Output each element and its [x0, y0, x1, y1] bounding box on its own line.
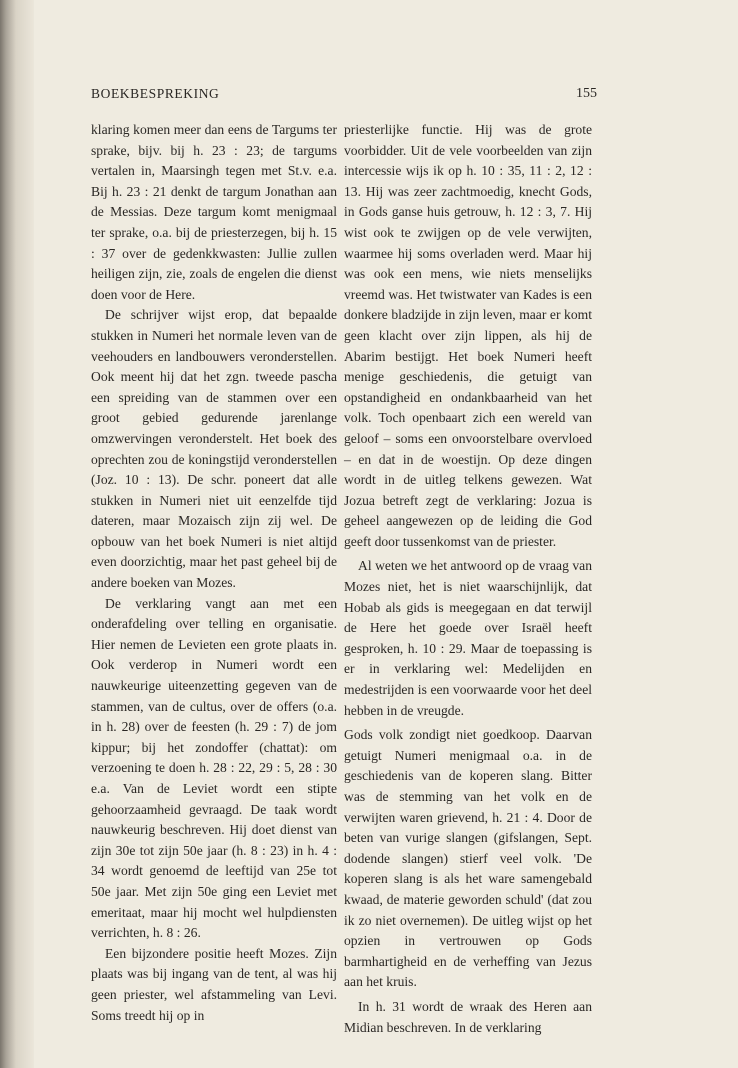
left-column [91, 120, 337, 1026]
running-head: BOEKBESPREKING [91, 86, 220, 101]
paragraph: In h. 31 wordt de wraak des Heren aan Midian beschreven. In de verklaring [344, 998, 592, 1035]
page-binding-shadow [0, 0, 34, 1068]
paragraph: klaring komen meer dan eens de Targums ter sprake, bijv. bij h. 23 : 23; de targums vertalen in, Maarsingh tegen met St.v. e.a. Bij h. 23 : 21 denkt de targum Jonathan aan de Messias. Deze targum komt menigmaal ter sprake, o.a. bij de priesterzegen, bij h. 15 : 37 over de gedenkkwasten: Jullie zullen heiligen zijn, zie, zoals de engelen die dienst doen voor de Here. [91, 122, 337, 302]
paragraph: De verklaring vangt aan met een onderafdeling over telling en organisatie. Hier nemen de Levieten een grote plaats in. Ook verderop in Numeri wordt een nauwkeurige uiteenzetting gegeven van de stammen, van de cultus, over de offers (o.a. in h. 28) over de feesten (h. 29 : 7) de jom kippur; bij het zondoffer (chattat): om verzoening te doen h. 28 : 22, 29 : 5, 28 : 30 e.a. Van de Leviet wordt een stipte gehoorzaamheid gevraagd. De taak wordt nauwkeurig beschreven. Hij doet dienst van zijn 30e tot zijn 50e jaar (h. 8 : 23) in h. 4 : 34 wordt genoemd de leeftijd van 25e tot 50e jaar. Met zijn 50e ging een Leviet met emeritaat, maar hij mocht wel hulpdiensten verrichten, h. 8 : 26. [91, 595, 337, 941]
page-header [91, 86, 597, 106]
page-number: 155 [576, 86, 597, 101]
paragraph: Gods volk zondigt niet goedkoop. Daarvan getuigt Numeri menigmaal o.a. in de geschiedenis van de koperen slang. Bitter was de stemming van het volk en de verwijten waren grievend, h. 21 : 4. Door de beten van vurige slangen (gifslangen, Sept. dodende slangen) stierf veel volk. 'De koperen slang is als het ware samengebald kwaad, de materie geworden schuld' (dat zou ik zo niet overnemen). De uitleg wijst op het opzien in vertrouwen op Gods barmhartigheid en de verheffing van Jezus aan het kruis. [344, 727, 592, 990]
paragraph: De schrijver wijst erop, dat bepaalde stukken in Numeri het normale leven van de veehouders en landbouwers veronderstellen. Ook meent hij dat het zgn. tweede pascha een spreiding van de stammen over een groot gebied gedurende jarenlange omzwervingen veronderstelt. Het boek des oprechten zou de koningstijd veronderstellen (Joz. 10 : 13). De schr. poneert dat alle stukken in Numeri niet uit eenzelfde tijd dateren, maar Mozaisch zijn zij wel. De opbouw van het boek Numeri is niet altijd even doorzichtig, maar het past geheel bij de andere boeken van Mozes. [91, 307, 337, 591]
paragraph: priesterlijke functie. Hij was de grote voorbidder. Uit de vele voorbeelden van zijn intercessie wijs ik op h. 10 : 35, 11 : 2, 12 : 13. Hij was zeer zachtmoedig, knecht Gods, in Gods ganse huis getrouw, h. 12 : 3, 7. Hij wist ook te zwijgen op de vele verwijten, waarmee hij soms overladen werd. Maar hij was ook een mens, wie niets menselijks vreemd was. Het twistwater van Kades is een donkere bladzijde in zijn leven, maar er komt geen klacht over zijn lippen, als hij de Abarim bestijgt. Het boek Numeri heeft menige geschiedenis, die getuigt van opstandigheid en ondankbaarheid van het volk. Toch openbaart zich een wereld van geloof – soms een onvoorstelbare overvloed – en dat in de woestijn. Op deze dingen wordt in de uitleg telkens gewezen. Wat Jozua betreft zegt de verklaring: Jozua is geheel aangewezen op de leiding die God geeft door tussenkomst van de priester. [344, 122, 592, 549]
right-column [344, 120, 592, 1038]
paragraph: Al weten we het antwoord op de vraag van Mozes niet, het is niet waarschijnlijk, dat Hobab als gids is meegegaan en dat terwijl de Here het goede over Israël heeft gesproken, h. 10 : 29. Maar de toepassing is er in verklaring wel: Medelijden en medestrijden is een voorwaarde voor het deel hebben in de vreugde. [344, 558, 592, 718]
paragraph: Een bijzondere positie heeft Mozes. Zijn plaats was bij ingang van de tent, al was hij geen priester, wel afstammeling van Levi. Soms treedt hij op in [91, 945, 337, 1023]
